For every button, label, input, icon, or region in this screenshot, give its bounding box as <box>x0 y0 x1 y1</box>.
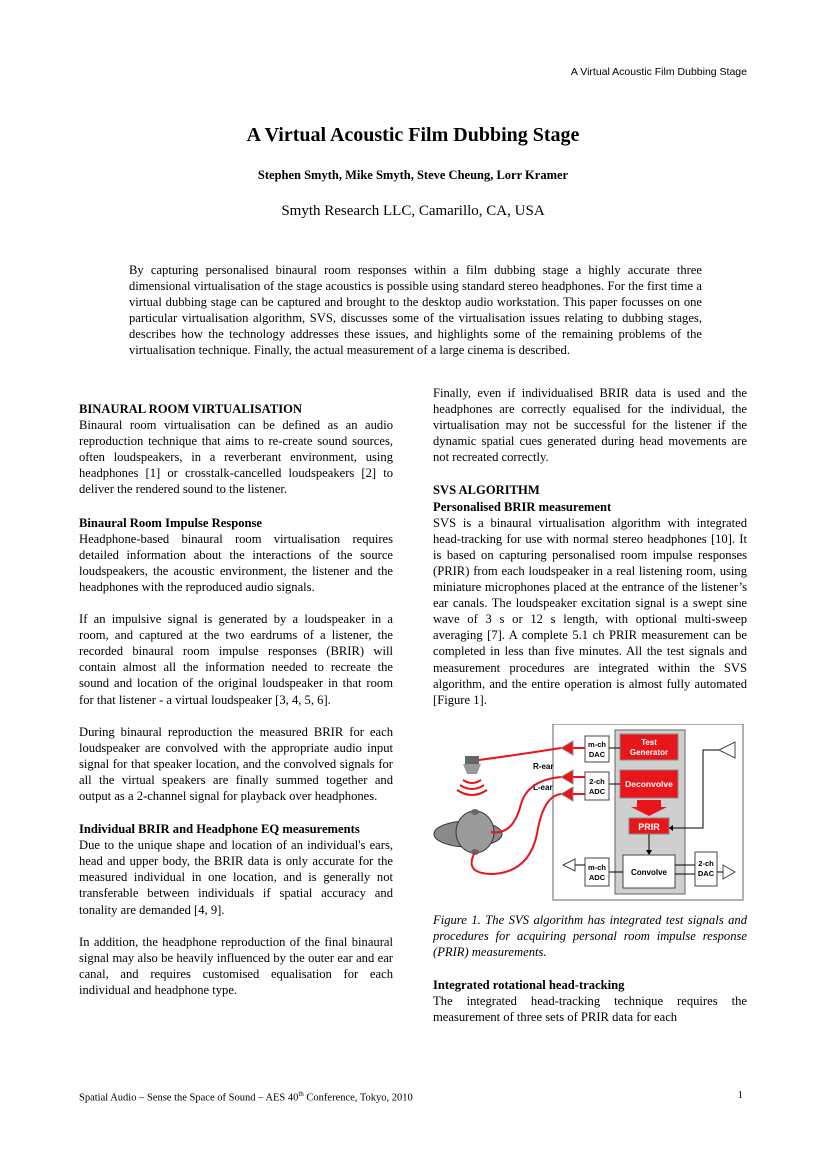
footer-sup: th <box>298 1090 304 1098</box>
l-ear-label: L-ear <box>533 782 553 792</box>
adc2-label-2: ADC <box>588 786 606 796</box>
paragraph: The integrated head-tracking technique requires the measurement of three sets of PRIR data for each <box>433 994 747 1025</box>
loudspeaker-icon <box>465 756 479 764</box>
paragraph: Due to the unique shape and location of an individual's ears, head and upper body, the BRIR data is only accurate for the measured individual in one location, and is generally not transferable between individuals if spatial accuracy and tonality are demanded [4, 9]. <box>79 838 393 917</box>
page-number: 1 <box>737 1090 743 1101</box>
subsection-heading-head-tracking: Integrated rotational head-tracking <box>433 978 625 993</box>
paragraph: Finally, even if individualised BRIR data is used and the headphones are correctly equalised for the individual, the virtualisation may not be successful for the listener if the dynamic spatial cues generated during head movements are not recreated correctly. <box>433 386 747 465</box>
mch-adc-label-2: ADC <box>588 872 606 882</box>
mch-dac-label-2: DAC <box>588 749 606 759</box>
adc2-label-1: 2-ch <box>589 776 605 786</box>
test-generator-label-1: Test <box>641 737 657 747</box>
figure-caption: Figure 1. The SVS algorithm has integrated test signals and procedures for acquiring personal room impulse response (PRIR) measurements. <box>433 912 747 959</box>
abstract: By capturing personalised binaural room responses within a film dubbing stage a highly accurate three dimensional virtualisation of the stage acoustics is possible using standard stereo headphones. For the first time a virtual dubbing stage can be captured and brought to the desktop audio workstation. This paper focusses on one particular virtualisation algorithm, SVS, discusses some of the virtualisation issues relating to dubbing stages, describes how the technology addresses these issues, and highlights some of the remaining problems of the virtualisation technique. Finally, the actual measurement of a large cinema is described. <box>129 263 702 358</box>
convolve-label: Convolve <box>630 867 668 877</box>
footer-text-post: Conference, Tokyo, 2010 <box>303 1092 413 1104</box>
figure-svs-diagram <box>433 724 747 904</box>
paragraph: Headphone-based binaural room virtualisation requires detailed information about the interactions of the source loudspeakers, the acoustic environment, the listener and the headphones with the reproduced audio signals. <box>79 531 393 594</box>
dac2-label-2: DAC <box>697 868 715 878</box>
listener-head-icon <box>456 811 494 853</box>
right-column <box>433 385 747 1025</box>
subsection-heading-brir: Binaural Room Impulse Response <box>79 515 262 530</box>
svs-block-diagram <box>433 724 747 904</box>
affiliation: Smyth Research LLC, Camarillo, CA, USA <box>281 203 545 219</box>
paragraph: In addition, the headphone reproduction of the final binaural signal may also be heavily influenced by the outer ear and ear canal, and requires customised equalisation for each individual and headphone type. <box>79 934 393 997</box>
footer-text-pre: Spatial Audio – Sense the Space of Sound – AES 40 <box>79 1092 299 1104</box>
footer-conference <box>79 1090 413 1104</box>
subsection-heading-personalised: Personalised BRIR measurement <box>433 499 612 514</box>
paragraph: During binaural reproduction the measured BRIR for each loudspeaker are convolved with the appropriate audio input signal for that speaker location, and the convolved signals for all the virtual speakers are finally summed together and output as a 2-channel signal for playback over headphones. <box>79 724 393 803</box>
paragraph: If an impulsive signal is generated by a loudspeaker in a room, and captured at the two eardrums of a listener, the recorded binaural room impulse responses (BRIR) will contain almost all the information needed to recreate the sound and location of the original loudspeaker in that room for that listener - a virtual loudspeaker [3, 4, 5, 6]. <box>79 612 393 707</box>
authors: Stephen Smyth, Mike Smyth, Steve Cheung, Lorr Kramer <box>257 168 569 182</box>
paragraph: Binaural room virtualisation can be defined as an audio reproduction technique that aims to re-create sound sources, often loudspeakers, in a reverberant environment, using headphones [1] or crosstalk-cancelled loudspeakers [2] to deliver the rendered sound to the listener. <box>79 418 393 497</box>
r-ear-label: R-ear <box>533 761 554 771</box>
paper-title: A Virtual Acoustic Film Dubbing Stage <box>246 124 580 146</box>
left-column <box>79 385 393 998</box>
test-generator-label-2: Generator <box>629 747 669 757</box>
section-heading-binaural: BINAURAL ROOM VIRTUALISATION <box>79 402 303 416</box>
deconvolve-label: Deconvolve <box>625 778 673 789</box>
running-head: A Virtual Acoustic Film Dubbing Stage <box>570 66 747 78</box>
dac2-label-1: 2-ch <box>698 858 714 868</box>
mch-dac-label-1: m-ch <box>588 739 606 749</box>
prir-label: PRIR <box>638 821 660 832</box>
speaker-cable <box>479 748 561 760</box>
paragraph: SVS is a binaural virtualisation algorithm with integrated head-tracking for use with normal stereo headphones [10]. It is based on capturing personalised room impulse responses (PRIR) from each loudspeaker in a real listening room, using miniature microphones placed at the entrance of the listener’s ear canals. The loudspeaker excitation signal is a swept sine wave of 3 s or 12 s length, with optional multi-sweep averaging [7]. A complete 5.1 ch PRIR measurement can be completed in less than five minutes. All the test signals and measurement procedures are integrated within the SVS algorithm, and the entire operation is almost fully automated [Figure 1]. <box>433 515 747 707</box>
mch-adc-label-1: m-ch <box>588 862 606 872</box>
section-heading-svs: SVS ALGORITHM <box>433 483 540 498</box>
subsection-heading-individual-brir: Individual BRIR and Headphone EQ measurements <box>79 822 360 837</box>
